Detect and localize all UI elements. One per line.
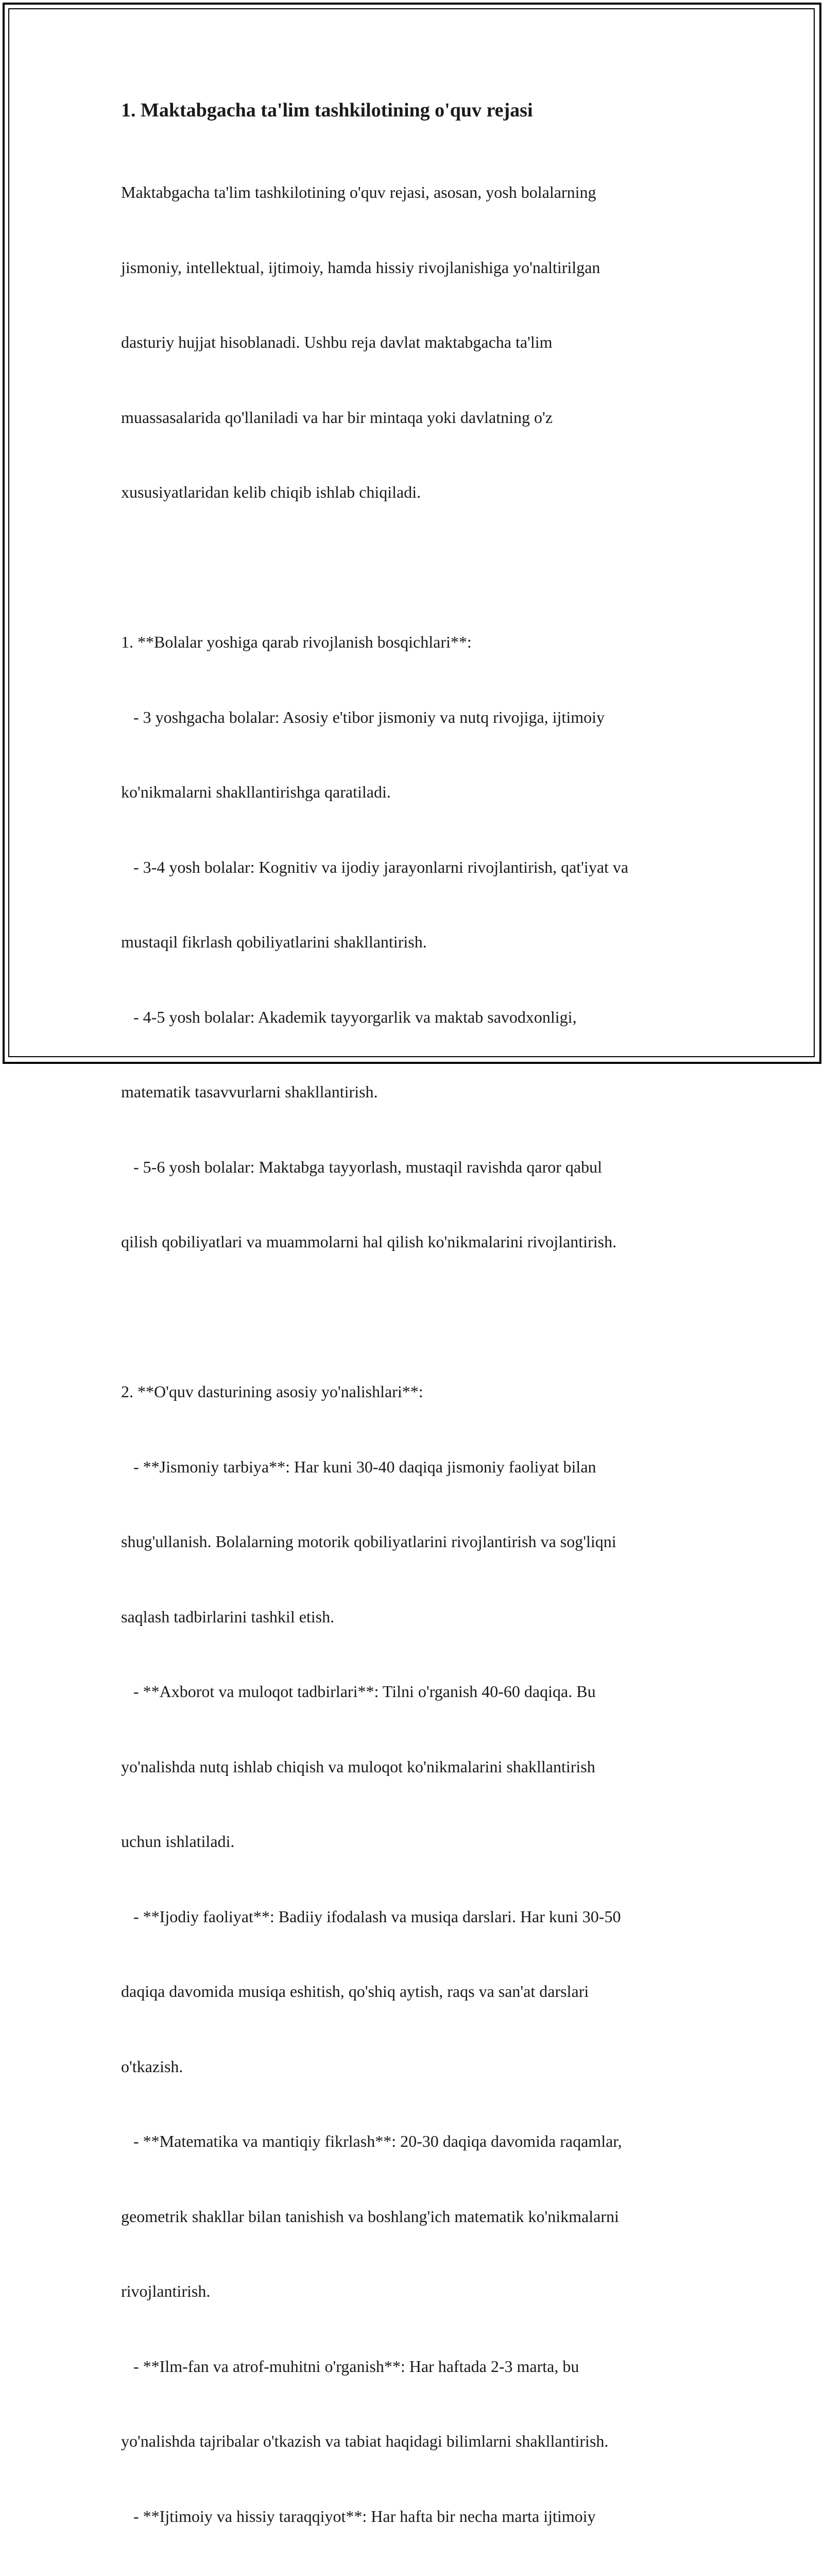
text-line: yo'nalishda tajribalar o'tkazish va tabiat haqidagi bilimlarni shakllantirish. xyxy=(121,2432,609,2450)
text-line: shug'ullanish. Bolalarning motorik qobiliyatlarini rivojlantirish va sog'liqni xyxy=(121,1532,616,1551)
text-line: - 3-4 yosh bolalar: Kognitiv va ijodiy jarayonlarni rivojlantirish, qat'iyat va xyxy=(121,857,629,876)
text-line: - **Axborot va muloqot tadbirlari**: Tilni o'rganish 40-60 daqiqa. Bu xyxy=(121,1682,596,1701)
section-heading: 1. **Bolalar yoshiga qarab rivojlanish bosqichlari**: xyxy=(121,633,472,651)
section-age-stages xyxy=(121,580,713,1304)
text-line: - **Ijodiy faoliyat**: Badiiy ifodalash va musiqa darslari. Har kuni 30-50 xyxy=(121,1907,621,1926)
text-line: - 5-6 yosh bolalar: Maktabga tayyorlash, mustaqil ravishda qaror qabul xyxy=(121,1157,602,1176)
section-heading: 2. **O'quv dasturining asosiy yo'nalishlari**: xyxy=(121,1382,423,1401)
text-line: - **Jismoniy tarbiya**: Har kuni 30-40 daqiqa jismoniy faoliyat bilan xyxy=(121,1457,596,1476)
text-line: qilish qobiliyatlari va muammolarni hal qilish ko'nikmalarini rivojlantirish. xyxy=(121,1232,617,1251)
blank-line xyxy=(121,1304,713,1330)
text-line: rivojlantirish. xyxy=(121,2282,211,2300)
blank-line xyxy=(121,555,713,580)
text-line: mustaqil fikrlash qobiliyatlarini shakllantirish. xyxy=(121,933,427,951)
text-line: daqiqa davomida musiqa eshitish, qo'shiq aytish, raqs va san'at darslari xyxy=(121,1982,589,2001)
text-line: Maktabgacha ta'lim tashkilotining o'quv rejasi, asosan, yosh bolalarning xyxy=(121,183,596,201)
text-line: - **Ilm-fan va atrof-muhitni o'rganish**: Har haftada 2-3 marta, bu xyxy=(121,2357,579,2376)
text-line: - 4-5 yosh bolalar: Akademik tayyorgarlik va maktab savodxonligi, xyxy=(121,1007,577,1026)
text-line: ko'nikmalarni shakllantirishga qaratiladi. xyxy=(121,783,391,801)
text-line: uchun ishlatiladi. xyxy=(121,1832,235,1851)
text-line: saqlash tadbirlarini tashkil etish. xyxy=(121,1607,335,1626)
text-line: - **Ijtimoiy va hissiy taraqqiyot**: Har hafta bir necha marta ijtimoiy xyxy=(121,2506,596,2526)
document-title: 1. Maktabgacha ta'lim tashkilotining o'quv rejasi xyxy=(121,99,533,121)
text-line: muassasalarida qo'llaniladi va har bir mintaqa yoki davlatning o'z xyxy=(121,408,553,427)
document-body xyxy=(121,95,713,2576)
text-line: o'tkazish. xyxy=(121,2057,183,2076)
text-line: dasturiy hujjat hisoblanadi. Ushbu reja davlat maktabgacha ta'lim xyxy=(121,333,553,351)
text-line: geometrik shakllar bilan tanishish va boshlang'ich matematik ko'nikmalarni xyxy=(121,2207,619,2226)
section-curriculum-directions xyxy=(121,1329,713,2576)
text-line: - **Matematika va mantiqiy fikrlash**: 20-30 daqiqa davomida raqamlar, xyxy=(121,2132,622,2150)
intro-paragraph xyxy=(121,130,713,555)
text-line: xususiyatlaridan kelib chiqib ishlab chiqiladi. xyxy=(121,483,421,501)
text-line: matematik tasavvurlarni shakllantirish. xyxy=(121,1082,378,1101)
text-line: yo'nalishda nutq ishlab chiqish va muloqot ko'nikmalarini shakllantirish xyxy=(121,1757,595,1776)
text-line: - 3 yoshgacha bolalar: Asosiy e'tibor jismoniy va nutq rivojiga, ijtimoiy xyxy=(121,707,605,726)
text-line: jismoniy, intellektual, ijtimoiy, hamda hissiy rivojlanishiga yo'naltirilgan xyxy=(121,258,600,277)
